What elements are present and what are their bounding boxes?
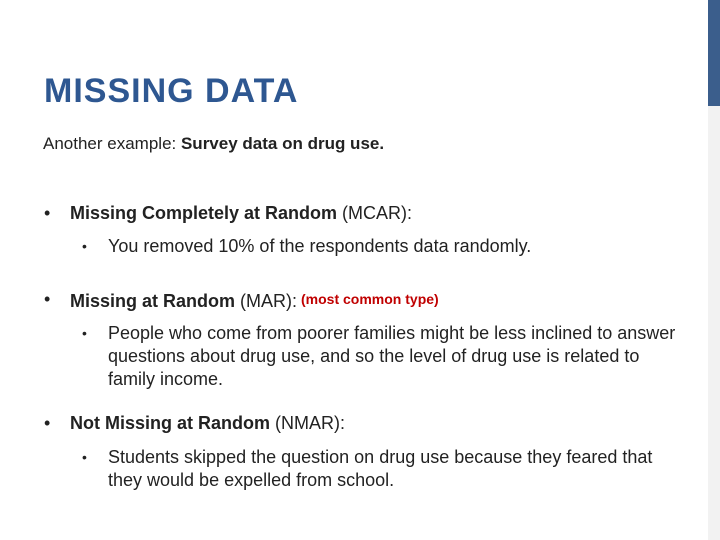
bullet-abbrev: (MCAR): [337, 203, 413, 223]
sub-bullet-dot: • [82, 325, 87, 341]
sub-text: Students skipped the question on drug use because they feared that they would be expelled from school. [108, 447, 653, 490]
bullet-term: Missing at Random [70, 291, 236, 311]
intro-bold: Survey data on drug use. [180, 134, 385, 153]
bullet-abbrev: (MAR): [235, 291, 298, 311]
sub-nmar [82, 446, 682, 492]
bullet-dot: • [44, 413, 51, 433]
sub-bullet-dot: • [82, 449, 87, 465]
slide-title: MISSING DATA [44, 72, 299, 110]
intro-text [43, 134, 384, 154]
sub-bullet-dot: • [82, 238, 87, 254]
intro-prefix: Another example: [43, 134, 181, 153]
sub-mcar [82, 235, 682, 258]
bullet-dot: • [44, 203, 51, 223]
bullet-mcar [44, 202, 684, 225]
side-accent [708, 0, 720, 106]
note-most-common: (most common type) [301, 291, 439, 307]
bullet-mar [44, 288, 684, 313]
bullet-nmar [44, 412, 684, 435]
bullet-term: Missing Completely at Random [70, 203, 338, 223]
bullet-dot: • [44, 289, 51, 309]
bullet-term: Not Missing at Random [70, 413, 271, 433]
sub-text: People who come from poorer families might be less inclined to answer questions about drug use, and so the level of drug use is related to family income. [108, 323, 676, 389]
bullet-abbrev: (NMAR): [270, 413, 346, 433]
sub-text: You removed 10% of the respondents data randomly. [108, 236, 532, 256]
sub-mar [82, 322, 682, 391]
